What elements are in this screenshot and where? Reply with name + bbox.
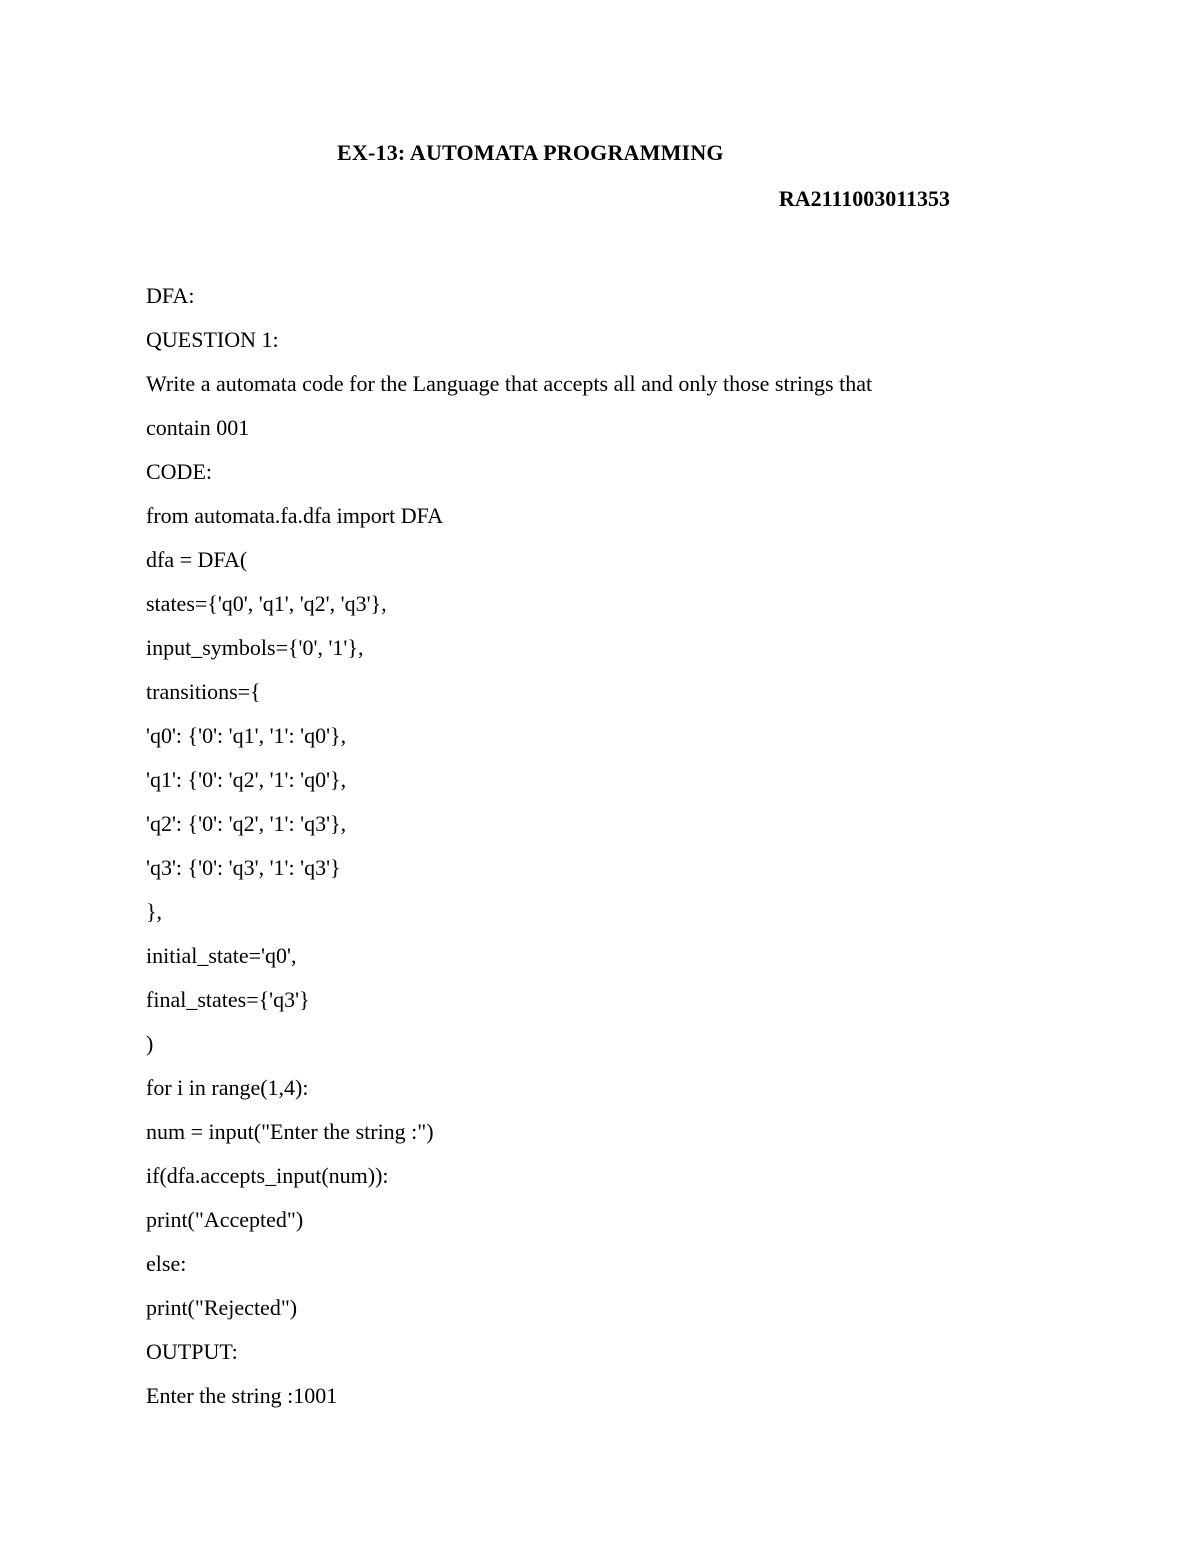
- code-line: dfa = DFA(: [146, 547, 248, 572]
- code-line: print("Rejected"): [146, 1295, 298, 1320]
- code-line: states={'q0', 'q1', 'q2', 'q3'},: [146, 591, 387, 616]
- document-title: EX-13: AUTOMATA PROGRAMMING: [337, 140, 724, 165]
- code-line: 'q1': {'0': 'q2', '1': 'q0'},: [146, 767, 347, 792]
- output-heading: OUTPUT:: [146, 1339, 238, 1364]
- section-label-dfa: DFA:: [146, 283, 195, 308]
- code-line: num = input("Enter the string :"): [146, 1119, 434, 1144]
- code-line: initial_state='q0',: [146, 943, 297, 968]
- code-line: else:: [146, 1251, 187, 1276]
- question-text-line: contain 001: [146, 415, 250, 440]
- code-line: if(dfa.accepts_input(num)):: [146, 1163, 389, 1188]
- code-line: print("Accepted"): [146, 1207, 304, 1232]
- code-line: 'q0': {'0': 'q1', '1': 'q0'},: [146, 723, 347, 748]
- code-line: final_states={'q3'}: [146, 987, 310, 1012]
- code-line: for i in range(1,4):: [146, 1075, 309, 1100]
- question-text-line: Write a automata code for the Language that accepts all and only those strings that: [146, 371, 873, 396]
- code-line: },: [146, 899, 163, 924]
- output-line: Enter the string :1001: [146, 1383, 338, 1408]
- code-line: from automata.fa.dfa import DFA: [146, 503, 444, 528]
- document-body: [146, 274, 1106, 1418]
- code-line: ): [146, 1031, 154, 1056]
- code-line: 'q3': {'0': 'q3', '1': 'q3'}: [146, 855, 341, 880]
- code-heading: CODE:: [146, 459, 212, 484]
- code-line: input_symbols={'0', '1'},: [146, 635, 364, 660]
- code-line: 'q2': {'0': 'q2', '1': 'q3'},: [146, 811, 347, 836]
- question-heading: QUESTION 1:: [146, 327, 279, 352]
- code-line: transitions={: [146, 679, 261, 704]
- registration-number: RA2111003011353: [778, 186, 950, 211]
